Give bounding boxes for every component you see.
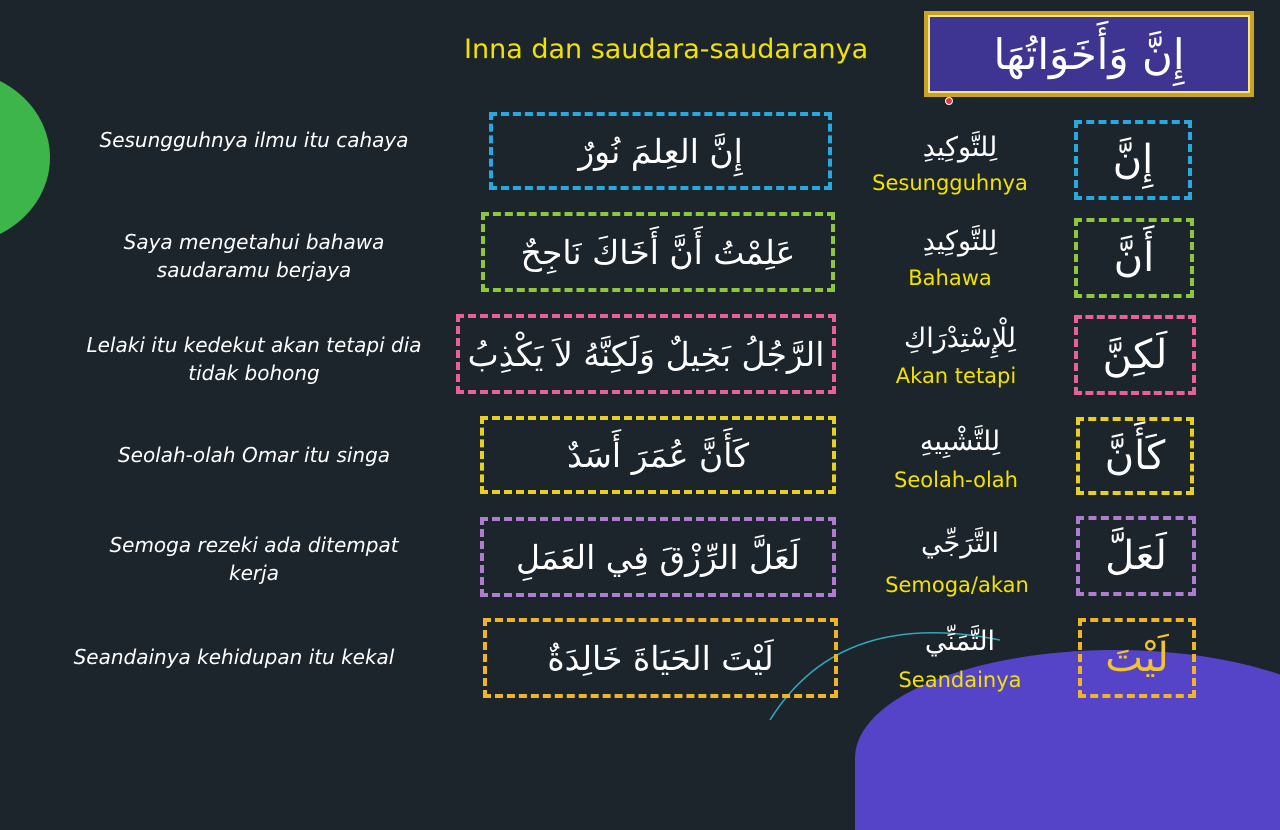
function-arabic: لِلتَّوكِيدِ [922, 226, 998, 257]
particle-word: إِنَّ [1112, 137, 1154, 183]
example-sentence-box [481, 212, 835, 292]
particle-meaning: Bahawa [908, 266, 992, 290]
translation-text: Sesungguhnya ilmu itu cahaya [99, 128, 409, 152]
function-arabic: التَّمَنِّي [924, 626, 996, 657]
example-sentence: كَأَنَّ عُمَرَ أَسَدٌ [566, 435, 750, 475]
translation-text: Semoga rezeki ada ditempat kerja [109, 533, 399, 585]
arabic-title-frame [924, 11, 1254, 97]
particle-word: لَكِنَّ [1102, 332, 1168, 378]
example-sentence-box [483, 618, 838, 698]
function-arabic: التَّرَجِّي [921, 528, 999, 559]
example-sentence-box [456, 314, 836, 394]
particle-meaning: Akan tetapi [895, 364, 1017, 388]
particle-box [1076, 417, 1194, 495]
particle-box [1074, 218, 1194, 298]
particle-word: لَيْتَ [1105, 635, 1169, 681]
particle-box [1076, 516, 1196, 596]
example-sentence: إِنَّ العِلمَ نُورٌ [578, 131, 743, 171]
example-sentence: لَيْتَ الحَيَاةَ خَالِدَةٌ [547, 638, 774, 678]
function-arabic: لِلتَّشْبِيهِ [919, 426, 1001, 457]
translation-text: Seandainya kehidupan itu kekal [73, 645, 395, 669]
pointer-dot [945, 97, 953, 105]
example-sentence-box [489, 112, 832, 190]
particle-meaning: Seolah-olah [894, 468, 1018, 492]
particle-box [1074, 315, 1196, 395]
particle-word: كَأَنَّ [1104, 433, 1166, 479]
function-arabic: لِلتَّوكِيدِ [922, 132, 998, 163]
example-sentence: لَعَلَّ الرِّزْقَ فِي العَمَلِ [516, 537, 800, 577]
particle-meaning: Semoga/akan [885, 573, 1029, 597]
particle-word: أَنَّ [1113, 235, 1155, 281]
arabic-title: إِنَّ وَأَخَوَاتُهَا [928, 15, 1250, 93]
particle-meaning: Sesungguhnya [872, 171, 1028, 195]
translation-text: Seolah-olah Omar itu singa [117, 443, 391, 467]
particle-box [1074, 120, 1192, 200]
translation-text: Lelaki itu kedekut akan tetapi dia tidak bohong [86, 333, 422, 385]
example-sentence-box [480, 416, 836, 494]
green-decor-shape [0, 70, 50, 245]
example-sentence-box [480, 517, 836, 597]
example-sentence: الرَّجُلُ بَخِيلٌ وَلَكِنَّهُ لاَ يَكْذِبُ [467, 334, 825, 374]
particle-box [1078, 618, 1196, 698]
particle-word: لَعَلَّ [1105, 533, 1167, 579]
example-sentence: عَلِمْتُ أَنَّ أَخَاكَ نَاجِحٌ [520, 232, 796, 272]
translation-text: Saya mengetahui bahawa saudaramu berjaya [123, 230, 385, 282]
page-title: Inna dan saudara-saudaranya [464, 34, 869, 65]
function-arabic: لِلْإِسْتِدْرَاكِ [903, 323, 1017, 354]
particle-meaning: Seandainya [898, 668, 1022, 692]
